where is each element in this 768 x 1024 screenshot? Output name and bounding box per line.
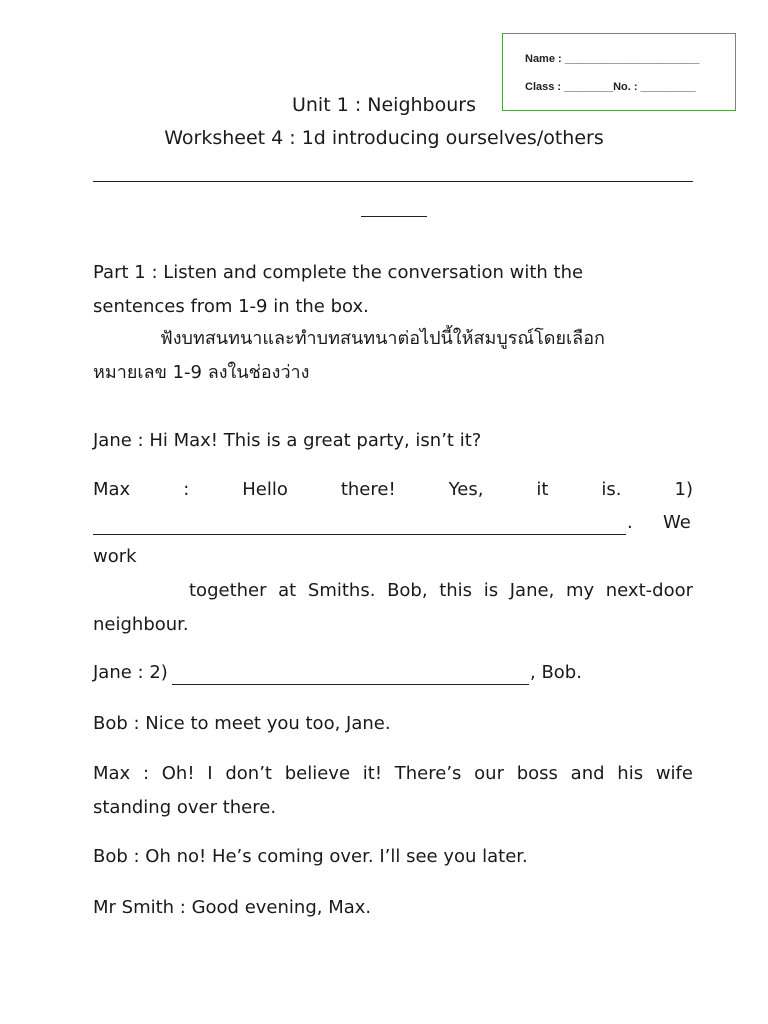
- word: don’t: [225, 763, 272, 784]
- word: Bob,: [387, 580, 428, 601]
- answer-blank-2[interactable]: [172, 684, 529, 685]
- word: together: [189, 580, 267, 601]
- word: :: [142, 763, 150, 784]
- word: his: [617, 763, 644, 784]
- dialogue-jane-1: Jane : Hi Max! This is a great party, isn’t it?: [93, 430, 482, 451]
- word: it!: [362, 763, 383, 784]
- dialogue-max-2: [93, 763, 693, 785]
- word: Smiths.: [307, 580, 376, 601]
- dialogue-work: work: [93, 546, 137, 567]
- word: Jane,: [509, 580, 555, 601]
- word: believe: [284, 763, 351, 784]
- word: at: [278, 580, 297, 601]
- word: Hello: [242, 479, 288, 500]
- thai-instruction-line-1: ฟังบทสนทนาและทำบทสนทนาต่อไปนี้ให้สมบูรณ์โดยเลือก: [160, 328, 605, 349]
- word: boss: [516, 763, 558, 784]
- word: is: [483, 580, 499, 601]
- word: is.: [601, 479, 622, 500]
- part1-label: Part 1: [93, 262, 146, 283]
- word: wife: [655, 763, 693, 784]
- dialogue-bob-1: Bob : Nice to meet you too, Jane.: [93, 713, 391, 734]
- dialogue-bob-2: Bob : Oh no! He’s coming over. I’ll see you later.: [93, 846, 528, 867]
- word: Oh!: [161, 763, 195, 784]
- word: this: [439, 580, 473, 601]
- word: my: [565, 580, 595, 601]
- part1-instruction-text: : Listen and complete the conversation with the: [145, 262, 584, 283]
- dialogue-max-1: [93, 479, 693, 501]
- word: :: [183, 479, 190, 500]
- unit-title: Unit 1 : Neighbours: [291, 94, 476, 116]
- word: Yes,: [448, 479, 484, 500]
- dialogue-neighbour: neighbour.: [93, 614, 189, 635]
- word: Max: [93, 763, 131, 784]
- word: there!: [340, 479, 396, 500]
- title-underline-2: [361, 216, 427, 217]
- dialogue-mr-smith-1: Mr Smith : Good evening, Max.: [93, 897, 372, 918]
- dialogue-max-1-continued: [189, 580, 693, 602]
- dialogue-max-2-continued: standing over there.: [93, 797, 277, 818]
- word: and: [570, 763, 605, 784]
- dialogue-jane-2-start: Jane : 2): [93, 662, 168, 683]
- blank-1-period: .: [627, 512, 633, 533]
- worksheet-title: Worksheet 4 : 1d introducing ourselves/others: [164, 127, 604, 149]
- part1-instruction-line-1: [93, 262, 583, 284]
- word: our: [474, 763, 504, 784]
- word: I: [207, 763, 213, 784]
- part1-instruction-line-2: sentences from 1-9 in the box.: [93, 296, 369, 317]
- class-number-field-label: Class : ________No. : _________: [525, 81, 696, 93]
- dialogue-jane-2-end: , Bob.: [530, 662, 582, 683]
- thai-instruction-line-2: หมายเลข 1-9 ลงในช่องว่าง: [93, 362, 310, 383]
- word: 1): [674, 479, 693, 500]
- word: Max: [93, 479, 131, 500]
- word: it: [536, 479, 549, 500]
- dialogue-word-we: We: [663, 512, 691, 533]
- word: next-door: [605, 580, 693, 601]
- word: There’s: [394, 763, 462, 784]
- title-underline-1: [93, 181, 693, 182]
- answer-blank-1[interactable]: [93, 534, 626, 535]
- name-field-label: Name : ______________________: [525, 53, 700, 65]
